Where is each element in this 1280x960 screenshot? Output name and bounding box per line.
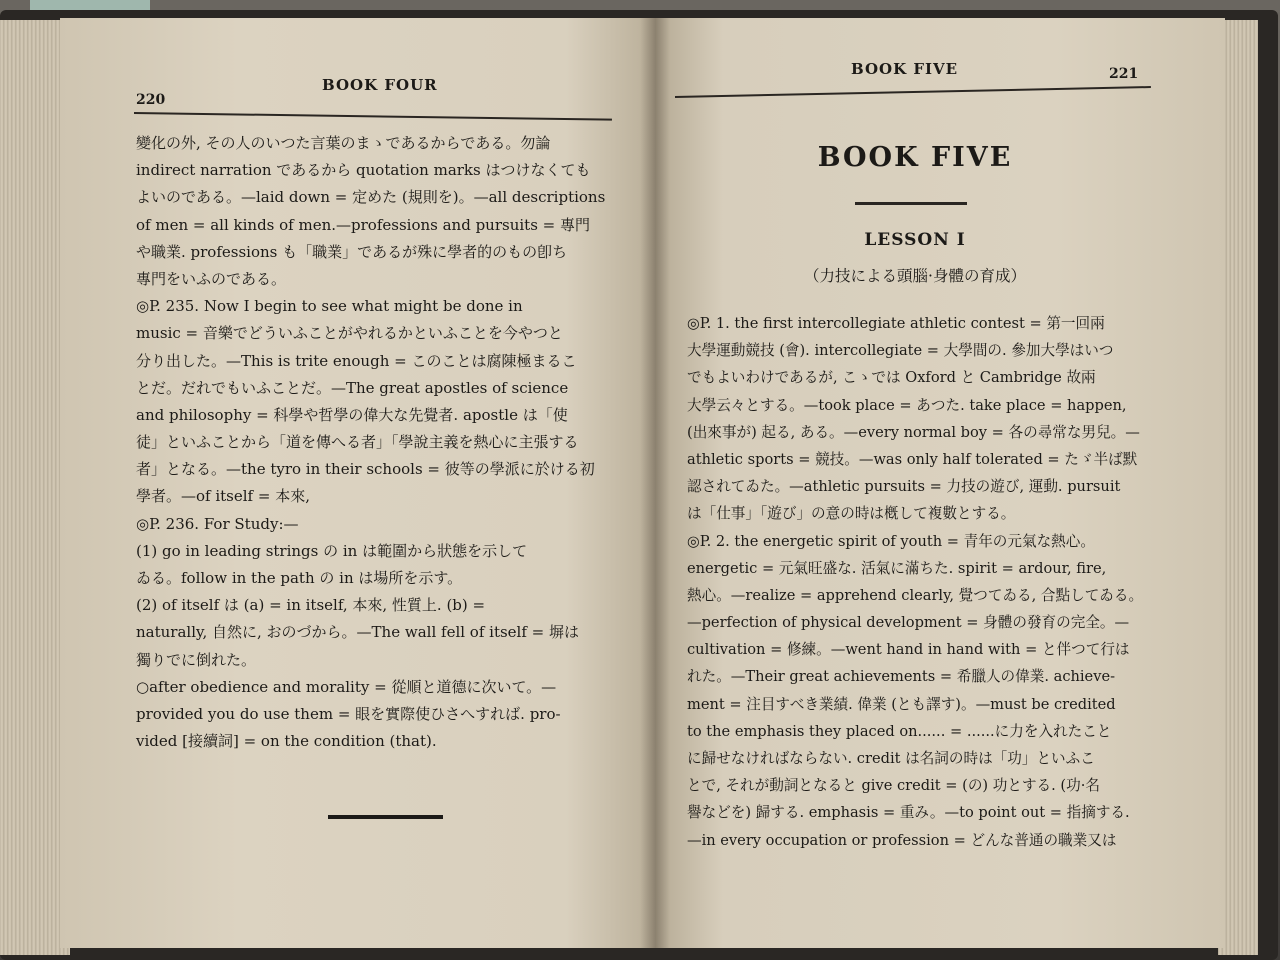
text-line: energetic = 元氣旺盛な. 活氣に滿ちた. spirit = ardour, fire,: [687, 559, 1107, 577]
text-line: (1) go in leading strings の in は範圍から狀態を示して: [136, 541, 528, 560]
right-body-text: [687, 310, 1143, 854]
left-body-text: [136, 130, 605, 755]
text-line: indirect narration であるから quotation marks はつけなくても: [136, 161, 591, 180]
text-line: ゐる。follow in the path の in は場所を示す。: [136, 569, 463, 587]
text-line: 熱心。—realize = apprehend clearly, 覺つてゐる, 合點してゐる。: [687, 586, 1144, 604]
header-rule: [675, 86, 1151, 98]
text-line: とで, それが動詞となると give credit = (の) 功とする. (功·名: [687, 777, 1100, 795]
text-line: とだ。だれでもいふことだ。—The great apostles of science: [136, 378, 569, 397]
page-number: 221: [1109, 66, 1139, 82]
header-rule: [134, 112, 612, 121]
text-line: —in every occupation or profession = どんな普通の職業又は: [687, 831, 1117, 849]
section-end-rule: [328, 815, 443, 819]
text-line: は「仕事」「遊び」の意の時は槪して複數とする。: [687, 505, 1016, 523]
text-line: ○after obedience and morality = 從順と道德に次いて。—: [136, 677, 557, 696]
text-line: to the emphasis they placed on...... = ......に力を入れたこと: [687, 722, 1112, 740]
book-title: BOOK FIVE: [817, 142, 1013, 173]
text-line: ◎P. 1. the first intercollegiate athletic contest = 第一回兩: [687, 315, 1105, 332]
text-line: 學者。—of itself = 本來,: [136, 487, 310, 506]
text-line: ◎P. 2. the energetic spirit of youth = 青年の元氣な熱心。: [687, 532, 1095, 550]
text-line: (2) of itself は (a) = in itself, 本來, 性質上. (b) =: [136, 596, 486, 615]
text-line: cultivation = 修練。—went hand in hand with = と伴つて行は: [687, 641, 1130, 659]
text-line: vided [接續詞] = on the condition (that).: [136, 732, 437, 751]
text-line: 大學云々とする。—took place = あつた. take place = happen,: [687, 396, 1127, 414]
text-line: 獨りでに倒れた。: [136, 650, 257, 669]
text-line: 認されてゐた。—athletic pursuits = 力技の遊び, 運動. pursuit: [687, 478, 1121, 496]
text-line: —perfection of physical development = 身體の發育の完全。—: [687, 614, 1130, 632]
text-line: ◎P. 236. For Study:—: [136, 514, 299, 533]
text-line: でもよいわけであるが, こゝでは Oxford と Cambridge 故兩: [687, 369, 1096, 387]
text-line: 者」となる。—the tyro in their schools = 彼等の學派に於ける初: [136, 460, 595, 479]
text-line: 專門をいふのである。: [136, 269, 287, 288]
text-line: 徒」といふことから「道を傳へる者」「學說主義を熱心に主張する: [136, 433, 579, 452]
text-line: よいのである。—laid down = 定めた (規則を)。—all descriptions: [136, 188, 606, 207]
text-line: ◎P. 235. Now I begin to see what might be done in: [136, 297, 523, 316]
text-line: 譽などを) 歸する. emphasis = 重み。—to point out = 指摘する.: [687, 804, 1130, 822]
text-line: れた。—Their great achievements = 希臘人の偉業. achieve-: [687, 668, 1116, 686]
text-line: athletic sports = 競技。—was only half tolerated = たゞ半ば默: [687, 450, 1138, 468]
text-line: ment = 注目すべき業績. 偉業 (とも譯す)。—must be credited: [687, 695, 1116, 713]
running-head: BOOK FIVE: [851, 60, 959, 78]
running-head: BOOK FOUR: [322, 76, 438, 94]
text-line: music = 音樂でどういふことがやれるかといふことを今やつと: [136, 324, 563, 343]
text-line: naturally, 自然に, おのづから。—The wall fell of itself = 塀は: [136, 623, 580, 642]
page-number: 220: [136, 92, 166, 108]
lesson-subtitle: （力技による頭腦·身體の育成）: [804, 267, 1026, 285]
left-page: [60, 18, 655, 948]
title-rule: [855, 202, 967, 205]
text-line: や職業. professions も「職業」であるが殊に學者的のもの卽ち: [136, 242, 568, 261]
right-page: [655, 18, 1225, 948]
text-line: 變化の外, その人のいつた言葉のまゝであるからである。勿論: [136, 134, 551, 152]
text-line: provided you do use them = 眼を實際使ひさへすれば. pro-: [136, 704, 561, 723]
text-line: and philosophy = 科學や哲學の偉大な先覺者. apostle は「使: [136, 405, 568, 424]
text-line: of men = all kinds of men.—professions and pursuits = 專門: [136, 215, 590, 234]
text-line: 分り出した。—This is trite enough = このことは腐陳極まるこ: [136, 351, 577, 370]
book-gutter: [640, 18, 670, 948]
lesson-title: LESSON I: [864, 230, 966, 250]
text-line: 大學運動競技 (會). intercollegiate = 大學間の. 參加大學はいつ: [687, 342, 1114, 360]
text-line: (出來事が) 起る, ある。—every normal boy = 各の尋常な男兒。—: [687, 423, 1140, 441]
text-line: に歸せなければならない. credit は名詞の時は「功」といふこ: [687, 750, 1095, 767]
